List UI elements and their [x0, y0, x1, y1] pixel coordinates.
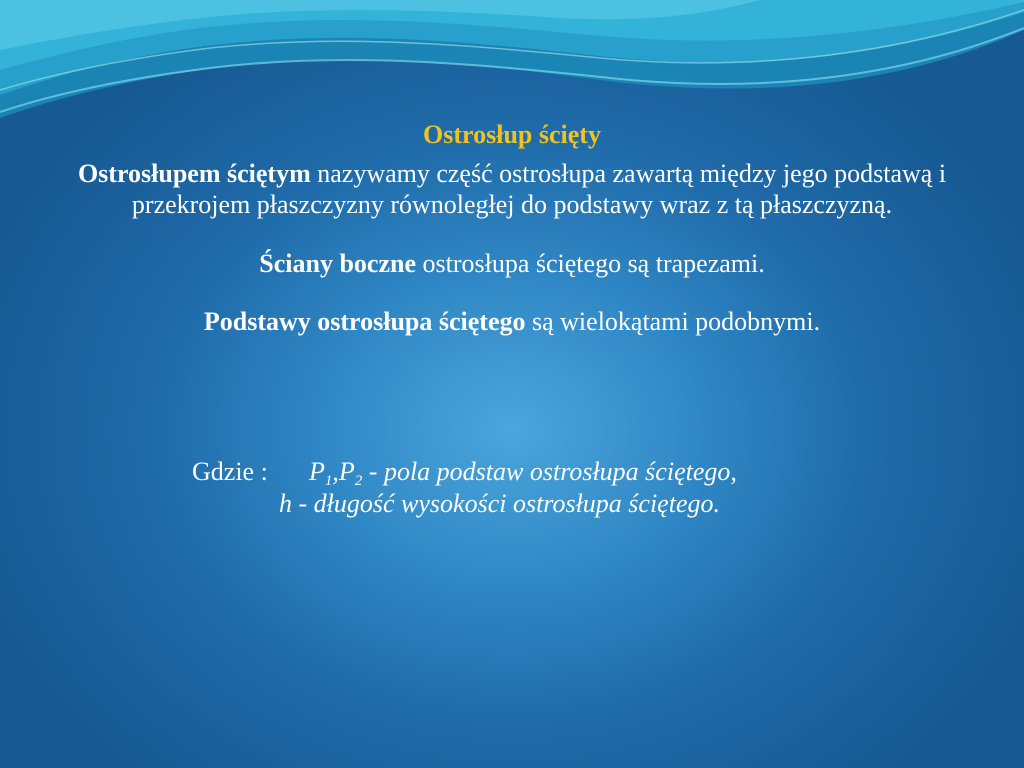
lateral-faces-text: ostrosłupa ściętego są trapezami. — [416, 249, 765, 278]
definition-term: Ostrosłupem ściętym — [77, 159, 311, 188]
lateral-faces-term: Ściany boczne — [259, 249, 416, 278]
decorative-wave-header — [0, 0, 1024, 130]
where-line-bases — [192, 456, 737, 488]
slide-title: Ostrosłup ścięty — [423, 120, 601, 149]
bases-text: są wielokątami podobnymi. — [525, 307, 821, 336]
h-description: h - długość wysokości ostrosłupa ściętego. — [279, 489, 720, 518]
bases-paragraph — [20, 306, 1004, 337]
p-comma: , — [332, 457, 339, 486]
slide-body — [20, 118, 1004, 337]
where-label: Gdzie : — [192, 457, 268, 486]
p-symbol-1: P — [309, 457, 325, 486]
where-block — [192, 456, 737, 520]
where-line-height — [192, 488, 737, 520]
definition-text: nazywamy część ostrosłupa zawartą między jego podstawą i przekrojem płaszczyzny równoległej do podstawy wraz z tą płaszczyzną. — [131, 159, 947, 219]
p-symbol-2: P — [338, 457, 355, 486]
bases-term: Podstawy ostrosłupa ściętego — [203, 307, 526, 336]
p-subscript-1: 1 — [324, 473, 333, 489]
lateral-faces-paragraph — [20, 248, 1004, 279]
definition-paragraph — [20, 158, 1004, 220]
p-description: - pola podstaw ostrosłupa ściętego, — [362, 457, 737, 486]
p-subscript-2: 2 — [354, 473, 363, 489]
